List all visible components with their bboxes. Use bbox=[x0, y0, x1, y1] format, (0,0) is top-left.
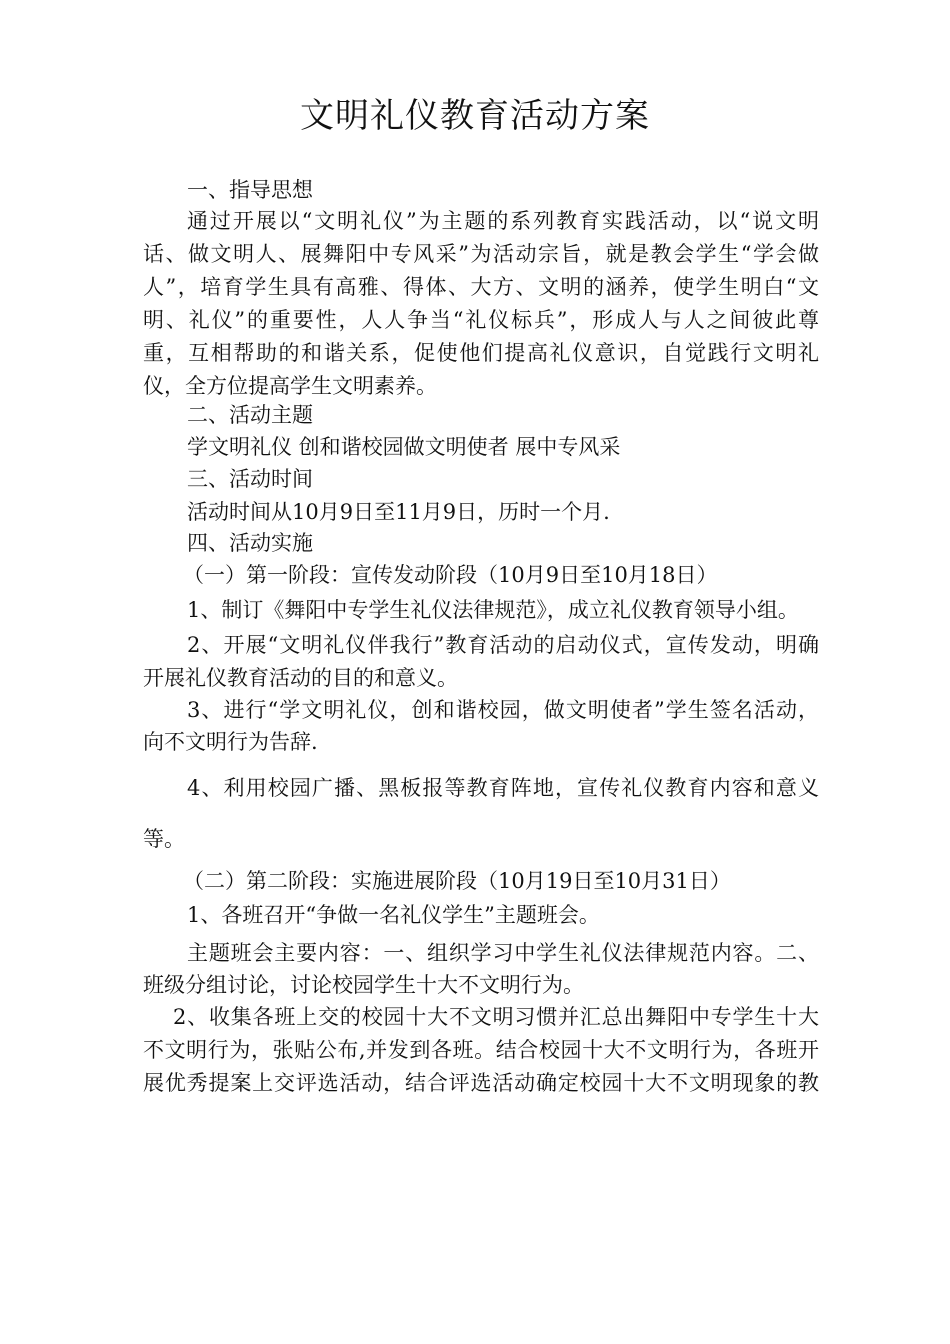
subheading-stage-two: （二）第二阶段：实施进展阶段（10月19日至10月31日） bbox=[183, 869, 731, 893]
list-item-continuation: 等。 bbox=[143, 827, 185, 851]
paragraph-line: 人”，培育学生具有高雅、得体、大方、文明的涵养，使学生明白“文 bbox=[143, 275, 819, 299]
paragraph-line: 明、礼仪”的重要性，人人争当“礼仪标兵”，形成人与人之间彼此尊 bbox=[143, 308, 819, 332]
time-text: 活动时间从10月9日至11月9日，历时一个月. bbox=[187, 500, 610, 524]
list-item: 1、各班召开“争做一名礼仪学生”主题班会。 bbox=[187, 903, 600, 927]
list-item: 4、利用校园广播、黑板报等教育阵地，宣传礼仪教育内容和意义 bbox=[187, 776, 819, 800]
paragraph-line: 重，互相帮助的和谐关系，促使他们提高礼仪意识，自觉践行文明礼 bbox=[143, 341, 819, 365]
list-item: 1、制订《舞阳中专学生礼仪法律规范》，成立礼仪教育领导小组。 bbox=[187, 598, 799, 622]
subheading-stage-one: （一）第一阶段：宣传发动阶段（10月9日至10月18日） bbox=[183, 563, 718, 587]
heading-activity-time: 三、活动时间 bbox=[187, 467, 313, 491]
paragraph-line: 仪，全方位提高学生文明素养。 bbox=[143, 374, 437, 398]
paragraph-line: 不文明行为，张贴公布,并发到各班。结合校园十大不文明行为，各班开 bbox=[143, 1038, 819, 1062]
list-item: 2、收集各班上交的校园十大不文明习惯并汇总出舞阳中专学生十大 bbox=[173, 1005, 819, 1029]
heading-activity-theme: 二、活动主题 bbox=[187, 403, 313, 427]
paragraph-line: 通过开展以“文明礼仪”为主题的系列教育实践活动，以“说文明 bbox=[187, 209, 819, 233]
heading-guiding-ideology: 一、指导思想 bbox=[187, 178, 313, 202]
list-item-continuation: 向不文明行为告辞. bbox=[143, 730, 318, 754]
paragraph-line: 班级分组讨论，讨论校园学生十大不文明行为。 bbox=[143, 973, 584, 997]
paragraph-line: 主题班会主要内容：一、组织学习中学生礼仪法律规范内容。二、 bbox=[187, 941, 819, 965]
paragraph-line: 话、做文明人、展舞阳中专风采”为活动宗旨，就是教会学生“学会做 bbox=[143, 242, 819, 266]
paragraph-line: 展优秀提案上交评选活动，结合评选活动确定校园十大不文明现象的教 bbox=[143, 1071, 819, 1095]
theme-text: 学文明礼仪 创和谐校园做文明使者 展中专风采 bbox=[187, 435, 621, 459]
heading-implementation: 四、活动实施 bbox=[187, 531, 313, 555]
list-item-continuation: 开展礼仪教育活动的目的和意义。 bbox=[143, 666, 458, 690]
document-title: 文明礼仪教育活动方案 bbox=[300, 96, 650, 136]
list-item: 3、进行“学文明礼仪，创和谐校园，做文明使者”学生签名活动， bbox=[187, 698, 819, 722]
list-item: 2、开展“文明礼仪伴我行”教育活动的启动仪式，宣传发动，明确 bbox=[187, 633, 819, 657]
